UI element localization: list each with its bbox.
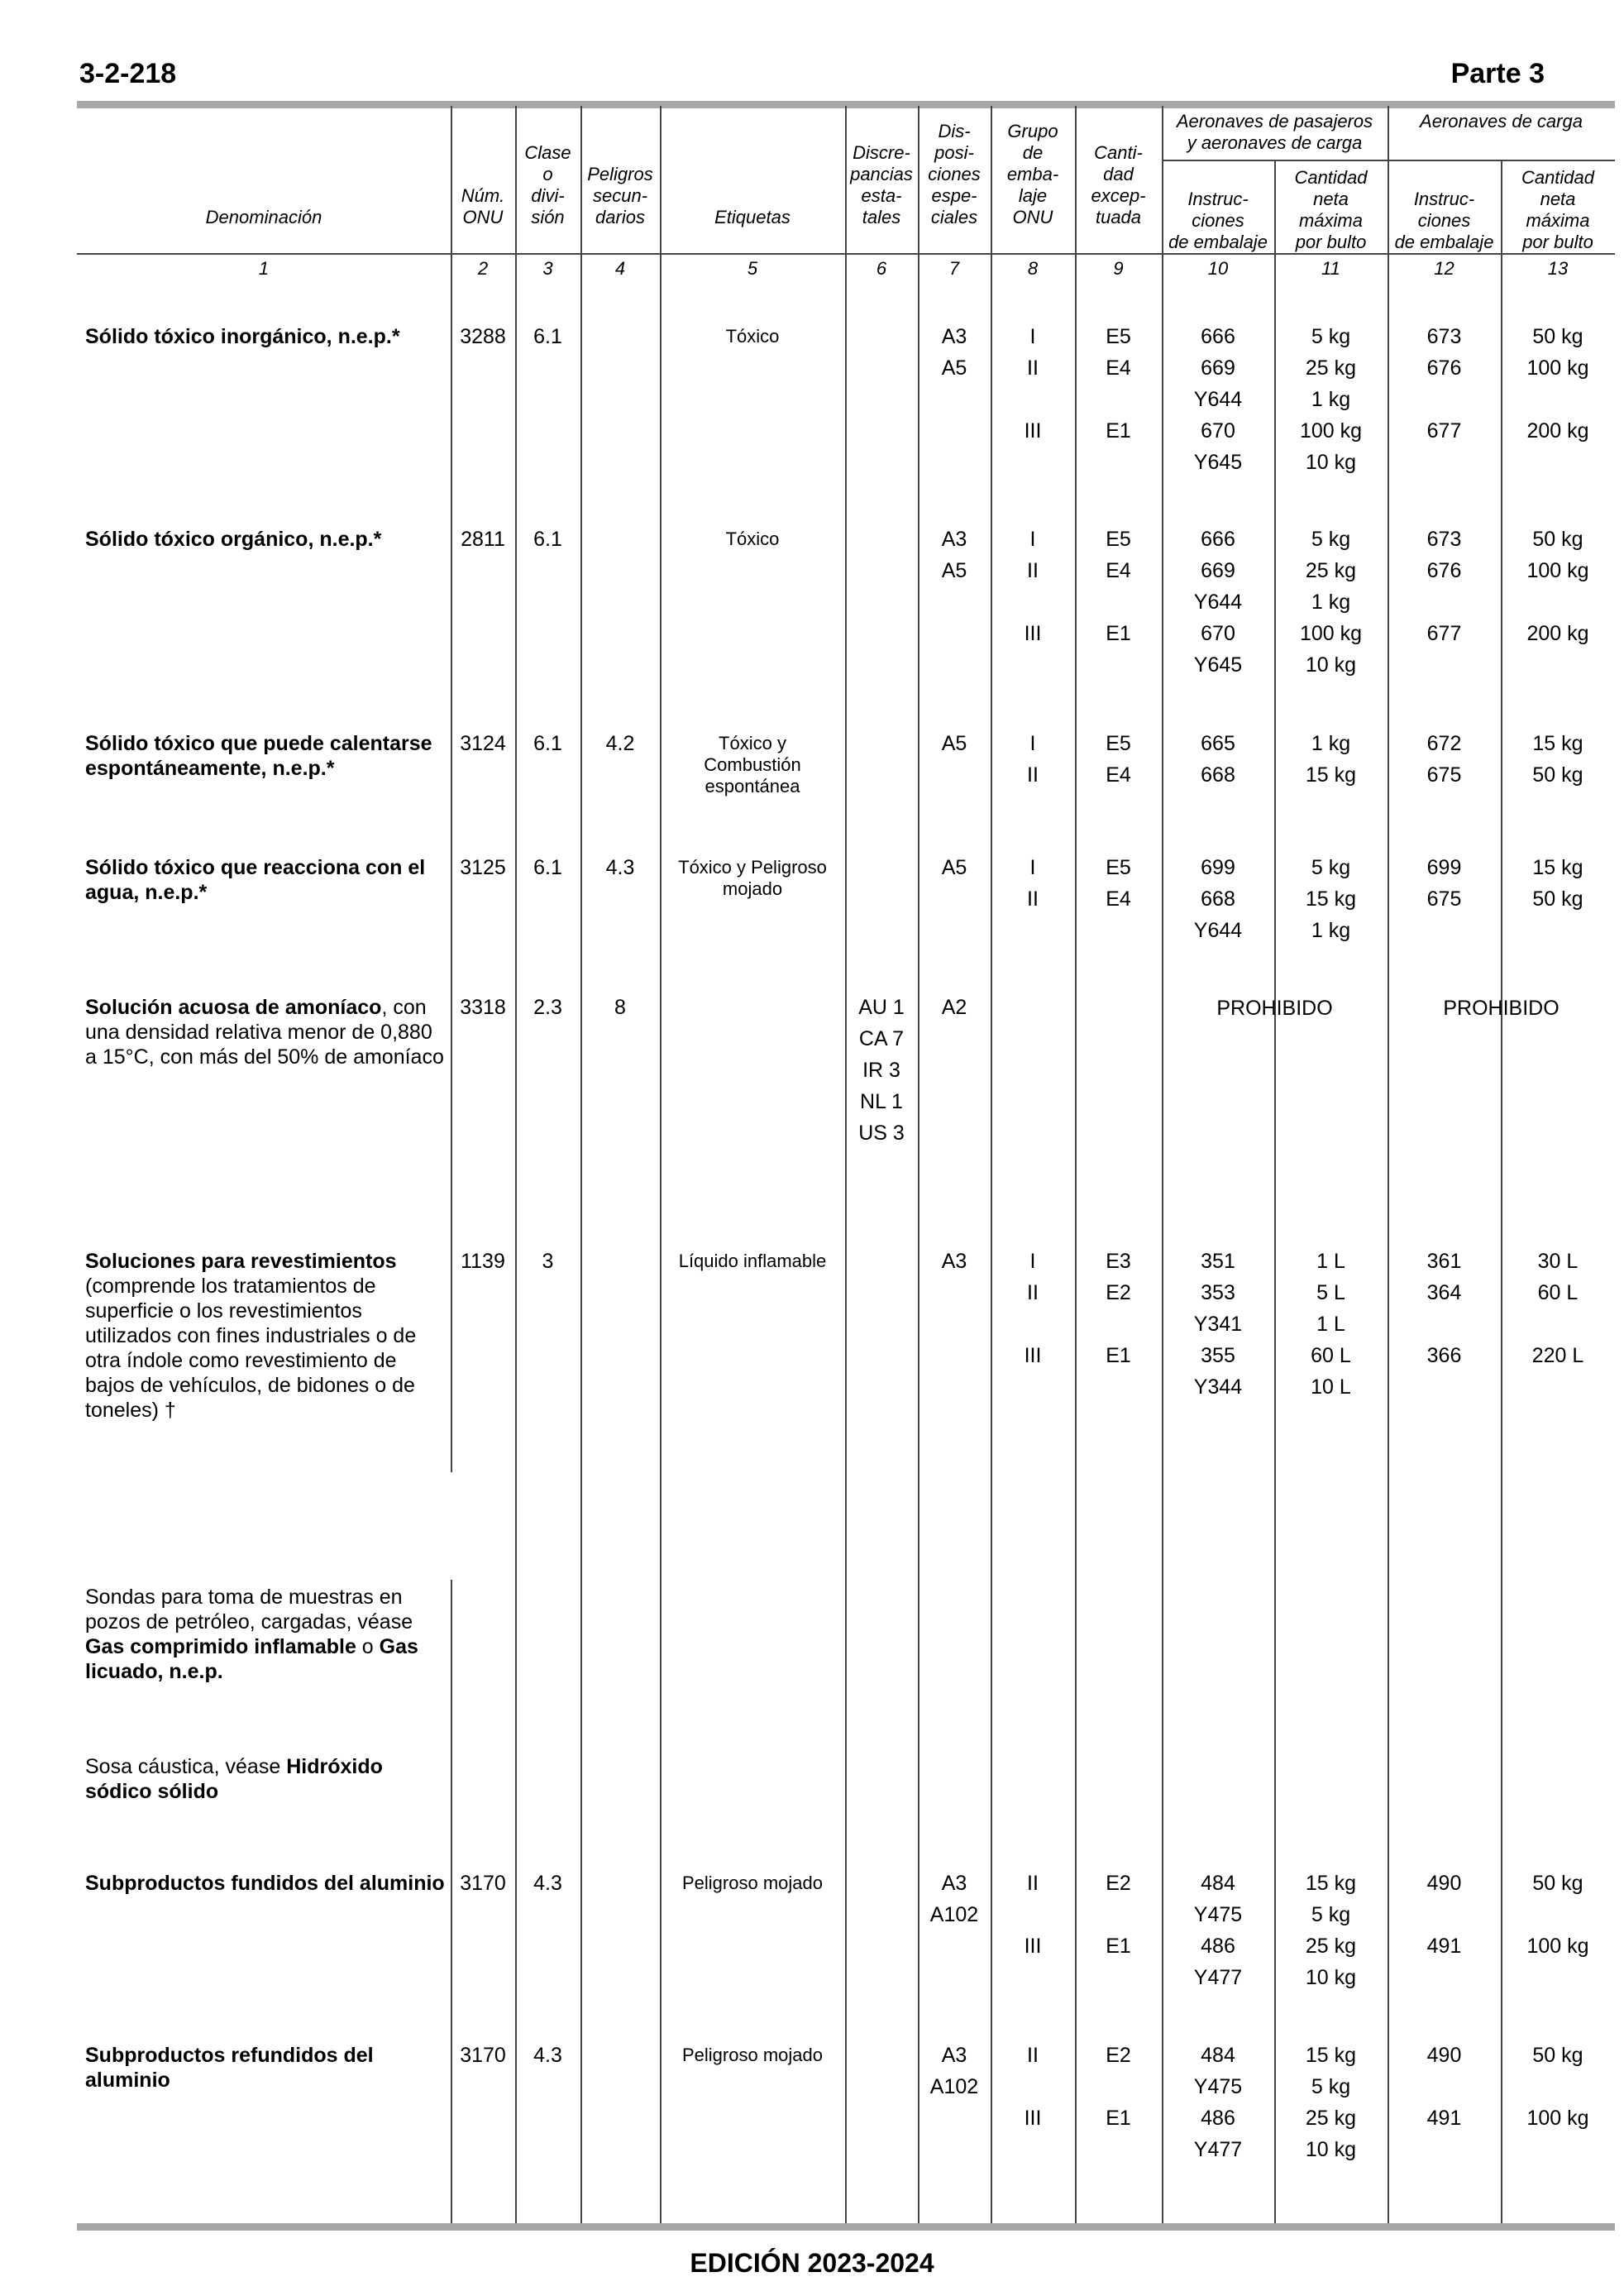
col-divider [515,106,517,2223]
subsidiary-hazard: 4.3 [605,856,635,879]
cross-reference-target: Gas licuado, n.e.p. [85,1635,418,1683]
class-division: 6.1 [533,528,562,551]
un-number: 1139 [461,1250,505,1273]
excepted-quantity: E3 E2 E1 [1106,1250,1131,1367]
packing-instruction-cargo: 672 675 [1426,732,1462,787]
col-divider [580,106,582,2223]
special-provisions: A5 [941,732,967,755]
special-provisions: A3 A5 [941,325,967,380]
special-provisions: A3 A102 [929,1872,979,1926]
class-division: 4.3 [533,1872,562,1895]
column-number: 8 [1027,258,1039,279]
class-division: 2.3 [533,996,562,1019]
class-division: 6.1 [533,732,562,755]
column-number: 1 [258,258,270,279]
un-number: 3124 [460,732,506,755]
column-number: 13 [1547,258,1569,279]
column-number: 9 [1113,258,1124,279]
packing-instruction-pax: 699 668 Y644 [1193,856,1243,942]
packing-instruction-pax: 484 Y475 486 Y477 [1193,2044,1243,2161]
substance-name-bold: Soluciones para revestimientos [85,1250,397,1273]
max-quantity-cargo: 50 kg 100 kg [1526,1872,1589,1958]
header-disposiciones: Dis- posi- ciones espe- ciales [928,121,981,227]
un-number: 3288 [460,325,506,348]
hazard-label: Tóxico [725,529,780,549]
header-peligros: Peligros secun- darios [587,164,653,227]
cross-reference-text: Sosa cáustica, véase [85,1755,287,1778]
column-number: 11 [1321,258,1340,279]
edition-footer: EDICIÓN 2023-2024 [690,2248,934,2278]
page-reference: 3-2-218 [79,58,177,89]
column-number: 7 [948,258,960,279]
packing-instruction-cargo: 673 676 677 [1426,528,1462,645]
packing-instruction-pax: 351 353 Y341 355 Y344 [1193,1250,1243,1399]
max-quantity-cargo: 50 kg 100 kg 200 kg [1526,528,1589,645]
prohibited-cargo: PROHIBIDO [1443,997,1560,1020]
substance-name-bold: Subproductos refundidos del aluminio [85,2044,374,2092]
header-cargo-group: Aeronaves de carga [1420,111,1583,132]
packing-instruction-cargo: 490 491 [1426,1872,1462,1958]
packing-group: I II III [1024,1250,1042,1367]
special-provisions: A3 A5 [941,528,967,582]
cross-reference-text: o [356,1635,380,1658]
special-provisions: A2 [941,996,967,1019]
header-instrucciones-pax: Instruc- ciones de embalaje [1168,189,1268,252]
max-quantity-pax: 5 kg 15 kg 1 kg [1305,856,1357,942]
un-number: 2811 [461,528,505,551]
excepted-quantity: E5 E4 [1106,856,1131,911]
column-number: 10 [1207,258,1229,279]
substance-name-bold: Sólido tóxico orgánico, n.e.p.* [85,528,382,551]
packing-instruction-cargo: 490 491 [1426,2044,1462,2130]
cross-reference-target: Hidróxido sódico sólido [85,1755,383,1803]
col-divider [845,106,847,2223]
substance-name-rest: , con una densidad relativa menor de 0,880 a 15°C, con más del 50% de amoníaco [85,996,444,1069]
column-number: 4 [614,258,626,279]
substance-name [85,1249,449,1423]
excepted-quantity: E5 E4 [1106,732,1131,787]
packing-instruction-pax: 666 669 Y644 670 Y645 [1193,528,1243,677]
packing-group: II III [1024,2044,1042,2130]
max-quantity-cargo: 50 kg 100 kg 200 kg [1526,325,1589,442]
cross-reference-text: Sondas para toma de muestras en pozos de petróleo, cargadas, véase [85,1586,413,1634]
max-quantity-pax: 1 kg 15 kg [1305,732,1357,787]
excepted-quantity: E5 E4 E1 [1106,325,1131,442]
class-division: 4.3 [533,2044,562,2067]
substance-name-bold: Solución acuosa de amoníaco [85,996,382,1019]
hazard-label: Peligroso mojado [682,1873,823,1893]
cross-reference [85,1754,449,1804]
un-number: 3170 [460,1872,506,1895]
excepted-quantity: E5 E4 E1 [1106,528,1131,645]
packing-instruction-pax: 665 668 [1201,732,1235,787]
excepted-quantity: E2 E1 [1106,2044,1131,2130]
col-divider [451,1580,452,2223]
packing-group: I II [1027,732,1039,787]
header-denominacion: Denominación [205,207,322,227]
class-division: 6.1 [533,856,562,879]
hazard-label: Tóxico y Peligroso mojado [678,857,827,899]
packing-instruction-pax: 666 669 Y644 670 Y645 [1193,325,1243,474]
packing-group: I II [1027,856,1039,911]
header-cantidad-cargo: Cantidad neta máxima por bulto [1521,167,1595,252]
header-clase: Clase o divi- sión [524,142,571,227]
un-number: 3318 [460,996,506,1019]
hazard-label: Tóxico y Combustión espontánea [704,733,801,796]
packing-group: II III [1024,1872,1042,1958]
substance-name-bold: Sólido tóxico inorgánico, n.e.p.* [85,325,400,348]
column-number: 12 [1434,258,1454,279]
class-division: 6.1 [533,325,562,348]
special-provisions: A3 A102 [929,2044,979,2098]
max-quantity-pax: 5 kg 25 kg 1 kg 100 kg 10 kg [1299,325,1363,474]
prohibited-pax: PROHIBIDO [1216,997,1333,1020]
cross-reference [85,1585,449,1684]
substance-name [85,731,449,781]
hazard-label: Tóxico [725,326,780,347]
part-title: Parte 3 [1450,58,1545,89]
header-cantidad-exceptuada: Canti- dad excep- tuada [1091,142,1146,227]
header-grupo: Grupo de emba- laje ONU [1006,121,1059,227]
column-number: 3 [542,258,553,279]
substance-name [85,324,449,349]
special-provisions: A5 [941,856,967,879]
bottom-rule [77,2223,1615,2231]
hazard-label: Peligroso mojado [682,2045,823,2065]
substance-name [85,995,449,1069]
substance-name [85,1871,449,1896]
special-provisions: A3 [941,1250,967,1273]
header-discrepancias: Discre- pancias esta- tales [850,142,913,227]
max-quantity-cargo: 50 kg 100 kg [1526,2044,1589,2130]
substance-name-bold: Sólido tóxico que puede calentarse espontáneamente, n.e.p.* [85,732,432,780]
max-quantity-pax: 5 kg 25 kg 1 kg 100 kg 10 kg [1299,528,1363,677]
class-division: 3 [542,1250,554,1273]
column-number: 6 [876,258,887,279]
substance-name [85,855,449,905]
max-quantity-cargo: 15 kg 50 kg [1532,732,1583,787]
state-variations: AU 1 CA 7 IR 3 NL 1 US 3 [858,996,905,1145]
max-quantity-cargo: 15 kg 50 kg [1532,856,1583,911]
packing-instruction-cargo: 361 364 366 [1426,1250,1462,1367]
column-number: 2 [477,258,489,279]
un-number: 3125 [460,856,506,879]
cross-reference-target: Gas comprimido inflamable [85,1635,356,1658]
subsidiary-hazard: 4.2 [605,732,635,755]
packing-group: I II III [1024,528,1042,645]
max-quantity-pax: 1 L 5 L 1 L 60 L 10 L [1311,1250,1351,1399]
substance-name [85,2043,449,2093]
max-quantity-cargo: 30 L 60 L 220 L [1531,1250,1584,1367]
packing-instruction-pax: 484 Y475 486 Y477 [1193,1872,1243,1989]
packing-instruction-cargo: 673 676 677 [1426,325,1462,442]
packing-instruction-cargo: 699 675 [1426,856,1462,911]
header-etiquetas: Etiquetas [714,207,791,227]
substance-name-bold: Subproductos fundidos del aluminio [85,1872,445,1895]
header-num-onu: Núm. ONU [461,185,505,227]
col-divider [660,106,662,2223]
packing-group: I II III [1024,325,1042,442]
header-cantidad-pax: Cantidad neta máxima por bulto [1294,167,1368,252]
substance-name [85,527,449,552]
un-number: 3170 [460,2044,506,2067]
subsidiary-hazard: 8 [614,996,626,1019]
column-number: 5 [747,258,758,279]
excepted-quantity: E2 E1 [1106,1872,1131,1958]
substance-name-rest: (comprende los tratamientos de superficie o los revestimientos utilizados con fines industriales o de otra índole como revestimiento de bajos de vehículos, de bidones o de toneles) † [85,1275,417,1422]
hazard-label: Líquido inflamable [678,1251,827,1271]
header-instrucciones-cargo: Instruc- ciones de embalaje [1394,189,1494,252]
max-quantity-pax: 15 kg 5 kg 25 kg 10 kg [1305,1872,1357,1989]
header-pax-group: Aeronaves de pasajeros y aeronaves de carga [1176,111,1373,153]
substance-name-bold: Sólido tóxico que reacciona con el agua, n.e.p.* [85,856,426,904]
max-quantity-pax: 15 kg 5 kg 25 kg 10 kg [1305,2044,1357,2161]
